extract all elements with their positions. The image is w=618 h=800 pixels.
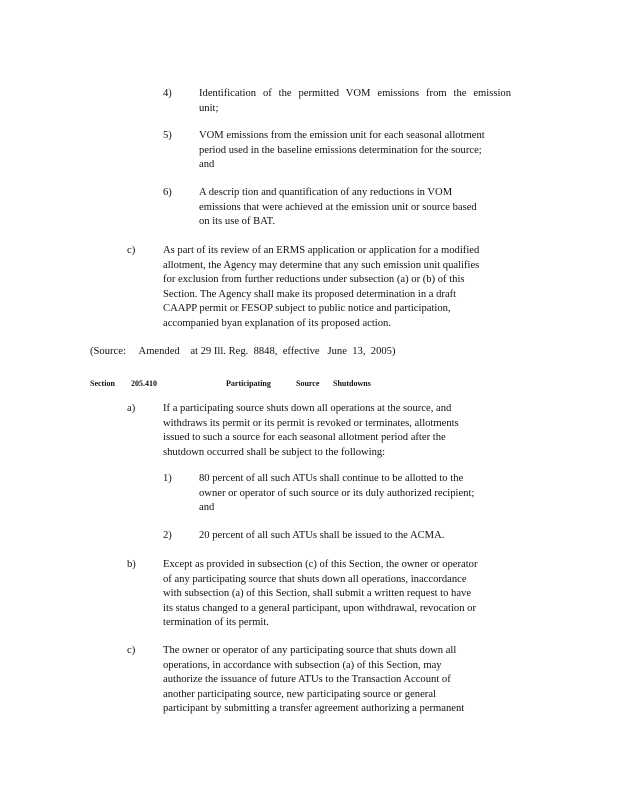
section-title-word: Participating bbox=[226, 379, 271, 388]
paragraph: Except as provided in subsection (c) of this Section, the owner or operator of any participating source that shuts down all operations, inaccordance with subsection (a) of this Section, shall submit a written request to have its status changed to a general participant, upon withdrawal, revocation or termination of its permit. bbox=[163, 559, 478, 629]
list-marker: 2) bbox=[163, 530, 172, 541]
list-item-text: A descrip tion and quantification of any reductions in VOM emissions that were achieved at the emission unit or source based on its use of BAT. bbox=[199, 187, 477, 228]
list-item-text: 20 percent of all such ATUs shall be issued to the ACMA. bbox=[199, 530, 445, 541]
list-marker: 1) bbox=[163, 473, 172, 484]
section-title-word: Source bbox=[296, 379, 320, 388]
source-note: (Source: Amended at 29 Ill. Reg. 8848, effective June 13, 2005) bbox=[90, 346, 396, 357]
list-marker: b) bbox=[127, 559, 136, 570]
list-item-text: VOM emissions from the emission unit for each seasonal allotment period used in the baseline emissions determination for the source; and bbox=[199, 130, 485, 171]
paragraph: If a participating source shuts down all operations at the source, and withdraws its permit or its permit is revoked or terminates, allotments issued to such a source for each seasonal allotment period after the shutdown occurred shall be subject to the following: bbox=[163, 403, 459, 458]
paragraph: As part of its review of an ERMS application or application for a modified allotment, the Agency may determine that any such emission unit qualifies for exclusion from further reductions under subsection (a) or (b) of this Section. The Agency shall make its proposed determination in a draft CAAPP permit or FESOP subject to public notice and participation, accompanied byan explanation of its proposed action. bbox=[163, 245, 480, 329]
list-marker: c) bbox=[127, 245, 136, 256]
list-marker: 5) bbox=[163, 130, 172, 141]
list-item-text: Identification of the permitted VOM emissions from the emission unit; bbox=[199, 88, 511, 114]
section-label: Section bbox=[90, 379, 115, 388]
section-number: 205.410 bbox=[131, 379, 157, 388]
list-marker: a) bbox=[127, 403, 136, 414]
list-item-text: 80 percent of all such ATUs shall continue to be allotted to the owner or operator of such source or its duly authorized recipient; and bbox=[199, 473, 475, 514]
section-title-word: Shutdowns bbox=[333, 379, 371, 388]
list-marker: 4) bbox=[163, 88, 172, 99]
paragraph: The owner or operator of any participating source that shuts down all operations, in accordance with subsection (a) of this Section, may authorize the issuance of future ATUs to the Transaction Account of another participating source, new participating source or general participant by submitting a transfer agreement authorizing a permanent bbox=[163, 645, 465, 715]
list-marker: c) bbox=[127, 645, 136, 656]
list-marker: 6) bbox=[163, 187, 172, 198]
